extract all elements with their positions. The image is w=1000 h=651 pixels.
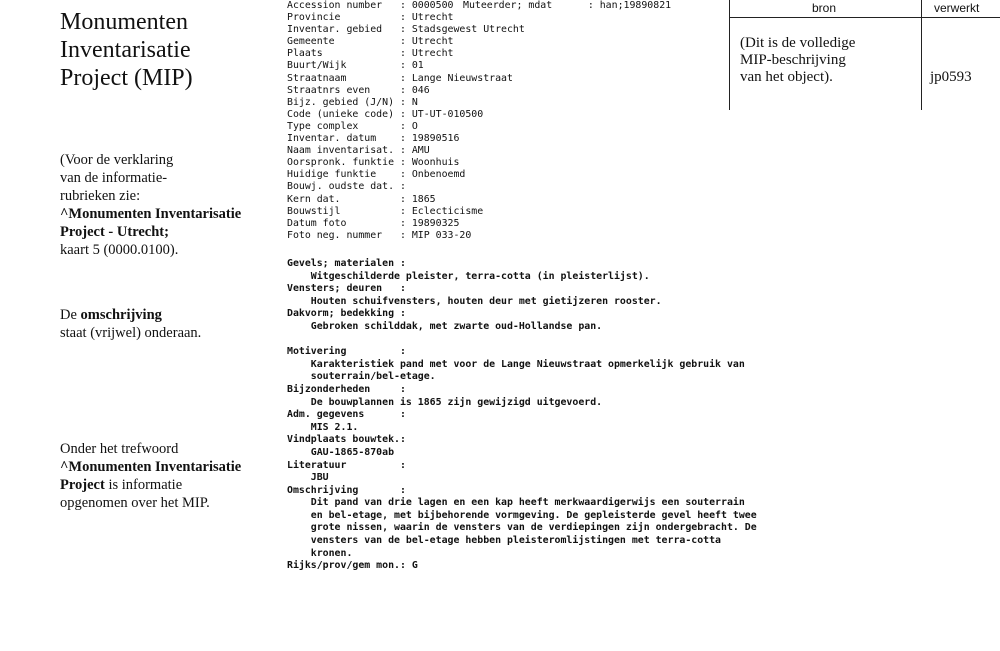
field-row: Kern dat. : 1865 [287,193,436,205]
description-line: Literatuur : [287,459,406,471]
description-line: grote nissen, waarin de vensters van de verdiepingen zijn ondergebracht. De [287,522,757,534]
reference-link[interactable]: ^Monumenten Inventarisatie [60,206,242,222]
field-row: Bouwj. oudste dat. : [287,181,406,193]
field-row: Accession number : 0000500 [287,0,454,11]
column-header-verwerkt: verwerkt [934,1,980,15]
description-line: Bijzonderheden : [287,383,406,395]
reference-link[interactable]: Project [60,477,105,493]
bron-cell [740,35,855,86]
description-line: Karakteristiek pand met voor de Lange Nieuwstraat opmerkelijk gebruik van [287,358,745,370]
title-line: Monumenten [60,9,188,35]
description-line: De bouwplannen is 1865 zijn gewijzigd uitgevoerd. [287,396,603,408]
note-text: van de informatie- [60,170,168,186]
reference-note [60,151,241,259]
note-bold: omschrijving [80,307,162,323]
field-row: Bijz. gebied (J/N) : N [287,96,418,108]
description-line: Rijks/prov/gem mon.: G [287,560,418,572]
table-divider [729,17,1000,18]
field-row: Huidige funktie : Onbenoemd [287,169,466,181]
note-text: is informatie [104,477,183,493]
reference-link[interactable]: ^Monumenten Inventarisatie [60,459,242,475]
description-line: Gebroken schilddak, met zwarte oud-Hollandse pan. [287,320,603,332]
description-line: en bel-etage, met bijbehorende vormgeving. De gepleisterde gevel heeft twee [287,509,757,521]
title-line: Inventarisatie [60,37,191,63]
field-row: Type complex : O [287,120,418,132]
field-row: Inventar. gebied : Stadsgewest Utrecht [287,24,525,36]
document-title [60,8,193,92]
description-line: Omschrijving : [287,484,406,496]
description-line: Adm. gegevens : [287,409,406,421]
keyword-note [60,440,241,512]
description-line: MIS 2.1. [287,421,359,433]
field-row: Oorspronk. funktie : Woonhuis [287,157,460,169]
note-text: rubrieken zie: [60,188,141,204]
field-row: Code (unieke code) : UT-UT-010500 [287,108,484,120]
bron-text: van het object). [740,69,833,85]
field-row: Bouwstijl : Eclecticisme [287,205,484,217]
field-row: Provincie : Utrecht [287,12,454,24]
note-text: Onder het trefwoord [60,441,179,457]
note-text: kaart 5 (0000.0100). [60,242,179,258]
field-row: Plaats : Utrecht [287,48,454,60]
title-line: Project (MIP) [60,65,193,91]
field-row: Gemeente : Utrecht [287,36,454,48]
field-row: Straatnrs even : 046 [287,84,430,96]
description-line: Dit pand van drie lagen en een kap heeft merkwaardigerwijs een souterrain [287,497,745,509]
description-line: kronen. [287,547,353,559]
mutation-info: Muteerder; mdat : han;19890821 [463,0,672,11]
description-line: Gevels; materialen : [287,258,406,269]
description-line: vensters van de bel-etage hebben pleisteromlijstingen met terra-cotta [287,535,722,547]
column-header-bron: bron [812,1,837,15]
description-line: Motivering : [287,346,406,358]
reference-link[interactable]: Project - Utrecht; [60,224,169,240]
description-line: GAU-1865-870ab [287,446,395,458]
verwerkt-cell: jp0593 [930,69,972,85]
note-text: (Voor de verklaring [60,152,174,168]
field-row: Buurt/Wijk : 01 [287,60,424,72]
field-row: Straatnaam : Lange Nieuwstraat [287,72,513,84]
description-line: Dakvorm; bedekking : [287,308,406,320]
description-line: Witgeschilderde pleister, terra-cotta (in pleisterlijst). [287,270,650,282]
field-row: Foto neg. nummer : MIP 033-20 [287,229,472,241]
bron-text: MIP-beschrijving [740,52,846,68]
field-list [287,0,525,242]
description-line: JBU [287,472,329,484]
description-note [60,306,201,342]
note-text: De [60,307,81,323]
description-line: Vensters; deuren : [287,283,406,295]
description-line [287,334,757,347]
bron-text: (Dit is de volledige [740,35,856,51]
description-line: Houten schuifvensters, houten deur met gietijzeren rooster. [287,295,662,307]
description-line: souterrain/bel-etage. [287,371,436,383]
description-block [287,258,757,573]
note-text: opgenomen over het MIP. [60,495,210,511]
field-row: Naam inventarisat. : AMU [287,145,430,157]
field-row: Datum foto : 19890325 [287,217,460,229]
description-line: Vindplaats bouwtek.: [287,434,406,446]
note-text: staat (vrijwel) onderaan. [60,325,202,341]
field-row: Inventar. datum : 19890516 [287,133,460,145]
